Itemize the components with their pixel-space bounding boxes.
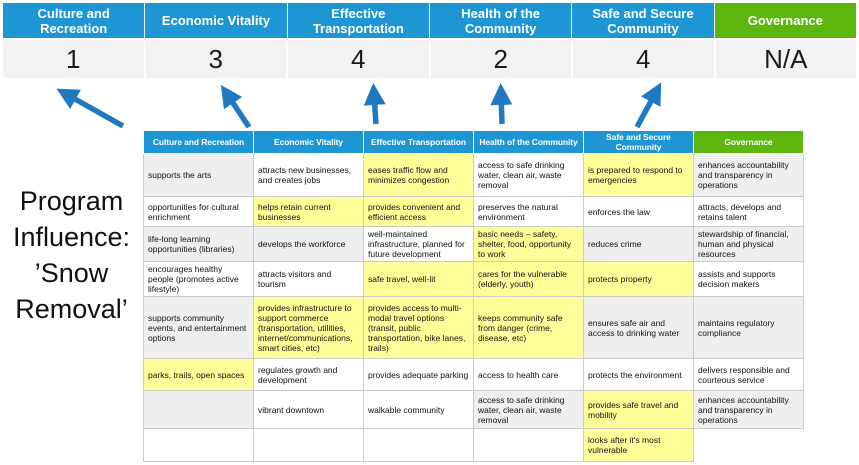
matrix-row (144, 297, 804, 359)
priority-summary (3, 3, 856, 78)
program-influence-title (0, 183, 143, 327)
matrix-row (144, 262, 804, 297)
matrix-cell: keeps community safe from danger (crime, disease, etc) (474, 297, 584, 359)
matrix-cell: opportunities for cultural enrichment (144, 197, 254, 227)
matrix-cell: looks after it's most vulnerable (584, 429, 694, 462)
matrix-cell: parks, trails, open spaces (144, 359, 254, 391)
matrix-cell: preserves the natural environment (474, 197, 584, 227)
score-transportation: 4 (288, 40, 431, 78)
score-economic: 3 (146, 40, 289, 78)
priority-header-health: Health of the Community (430, 3, 572, 38)
matrix-cell: attracts visitors and tourism (254, 262, 364, 297)
matrix-cell: eases traffic flow and minimizes congestion (364, 154, 474, 197)
matrix-cell: access to health care (474, 359, 584, 391)
priority-header-safety: Safe and Secure Community (572, 3, 714, 38)
matrix-cell: ensures safe air and access to drinking water (584, 297, 694, 359)
matrix-header-economic: Economic Vitality (254, 131, 364, 154)
matrix-header-health: Health of the Community (474, 131, 584, 154)
matrix-cell: access to safe drinking water, clean air, waste removal (474, 154, 584, 197)
matrix-cell: regulates growth and development (254, 359, 364, 391)
matrix-cell: supports the arts (144, 154, 254, 197)
matrix-cell: protects property (584, 262, 694, 297)
matrix-cell: assists and supports decision makers (694, 262, 804, 297)
matrix-row (144, 154, 804, 197)
priority-score-row (3, 40, 856, 78)
matrix-cell: well-maintained infrastructure, planned for future development (364, 227, 474, 262)
matrix-header-safety: Safe and Secure Community (584, 131, 694, 154)
matrix-header-transportation: Effective Transportation (364, 131, 474, 154)
matrix-cell: maintains regulatory compliance (694, 297, 804, 359)
matrix-cell: is prepared to respond to emergencies (584, 154, 694, 197)
matrix-cell: reduces crime (584, 227, 694, 262)
matrix-cell: provides safe travel and mobility (584, 391, 694, 429)
title-line: Removal’ (15, 294, 128, 324)
matrix-cell: safe travel, well-lit (364, 262, 474, 297)
matrix-row (144, 391, 804, 429)
priority-header-governance: Governance (715, 3, 856, 38)
matrix-cell: attracts new businesses, and creates jobs (254, 154, 364, 197)
matrix-row (144, 227, 804, 262)
matrix-cell (144, 429, 254, 462)
matrix-cell: supports community events, and entertainment options (144, 297, 254, 359)
matrix-cell: encourages healthy people (promotes active lifestyle) (144, 262, 254, 297)
matrix-cell: cares for the vulnerable (elderly, youth) (474, 262, 584, 297)
matrix-cell (694, 429, 804, 462)
matrix-cell: enhances accountability and transparency in operations (694, 391, 804, 429)
matrix-cell (254, 429, 364, 462)
matrix-cell: provides infrastructure to support commerce (transportation, utilities, internet/communications, smart cities, etc) (254, 297, 364, 359)
matrix-cell: basic needs – safety, shelter, food, opportunity to work (474, 227, 584, 262)
matrix-cell (474, 429, 584, 462)
score-culture: 1 (3, 40, 146, 78)
arrow-up-icon (227, 94, 249, 127)
arrow-up-icon (637, 92, 656, 127)
matrix-header-governance: Governance (694, 131, 804, 154)
matrix-cell: vibrant downtown (254, 391, 364, 429)
priority-header-culture: Culture and Recreation (3, 3, 145, 38)
influence-matrix-table (143, 130, 804, 462)
score-safety: 4 (573, 40, 716, 78)
score-health: 2 (431, 40, 574, 78)
matrix-row (144, 359, 804, 391)
matrix-cell: attracts, develops and retains talent (694, 197, 804, 227)
matrix-cell: access to safe drinking water, clean air, waste removal (474, 391, 584, 429)
matrix-header-culture: Culture and Recreation (144, 131, 254, 154)
matrix-cell: walkable community (364, 391, 474, 429)
priority-header-transportation: Effective Transportation (288, 3, 430, 38)
matrix-cell: provides convenient and efficient access (364, 197, 474, 227)
influence-arrows (0, 78, 859, 130)
arrow-up-icon (501, 94, 502, 124)
priority-header-row (3, 3, 856, 38)
matrix-row (144, 429, 804, 462)
title-line: ’Snow (34, 258, 109, 288)
matrix-cell: stewardship of financial, human and physical resources (694, 227, 804, 262)
matrix-cell: enhances accountability and transparency in operations (694, 154, 804, 197)
matrix-cell (144, 391, 254, 429)
matrix-row (144, 197, 804, 227)
matrix-cell: protects the environment (584, 359, 694, 391)
matrix-cell: helps retain current businesses (254, 197, 364, 227)
title-line: Influence: (12, 222, 131, 252)
arrow-up-icon (66, 94, 123, 126)
arrow-up-icon (374, 94, 376, 124)
matrix-cell: delivers responsible and courteous service (694, 359, 804, 391)
matrix-header-row (144, 131, 804, 154)
matrix-cell: life-long learning opportunities (libraries) (144, 227, 254, 262)
matrix-cell (364, 429, 474, 462)
matrix-cell: provides access to multi-modal travel options (transit, public transportation, bike lanes, trails) (364, 297, 474, 359)
matrix-cell: provides adequate parking (364, 359, 474, 391)
matrix-cell: develops the workforce (254, 227, 364, 262)
score-governance: N/A (716, 40, 857, 78)
title-line: Program (19, 186, 124, 216)
matrix-cell: enforces the law (584, 197, 694, 227)
priority-header-economic: Economic Vitality (145, 3, 287, 38)
